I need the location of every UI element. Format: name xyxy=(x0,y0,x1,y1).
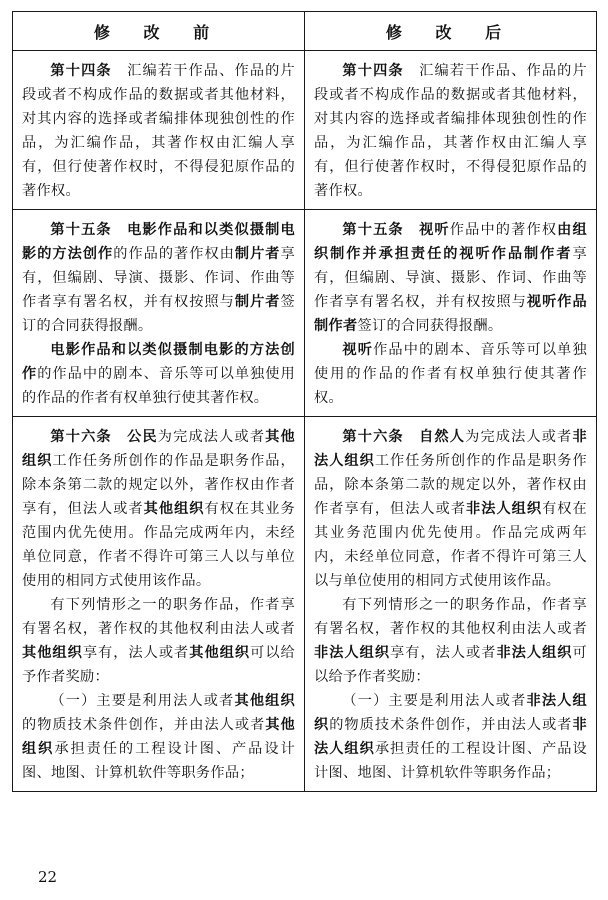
table-row xyxy=(13,210,597,417)
bold-text: 第十四条 xyxy=(50,63,112,79)
text-run: 有权在其业务范围内优先使用。作品完成两年内，未经单位同意，作者不得许可第三人以与单位使用的相同方式使用该作品。 xyxy=(22,501,295,589)
bold-text: 第十六条 公民 xyxy=(50,429,158,445)
text-run: 签订的合同获得报酬。 xyxy=(357,318,503,334)
paragraph xyxy=(314,689,587,785)
bold-text: 制片者 xyxy=(234,294,281,310)
text-run: 享有，但编剧、导演、摄影、作词、作曲等作者享有署名权，并有权按照与 xyxy=(22,246,295,310)
cell-before xyxy=(13,417,305,792)
text-run: 有权在其业务范围内优先使用。作品完成两年内，未经单位同意，作者不得许可第三人以与单位使用的相同方式使用该作品。 xyxy=(314,501,587,589)
text-run: 可以给予作者奖励： xyxy=(314,645,587,685)
bold-text: 视听作品制作者 xyxy=(314,294,587,334)
bold-text: 第十五条 视听 xyxy=(342,222,450,238)
text-run: 签订的合同获得报酬。 xyxy=(22,294,296,334)
paragraph xyxy=(314,593,587,689)
cell-before xyxy=(13,210,305,417)
text-run: （一）主要是利用法人或者 xyxy=(50,693,235,709)
bold-text: 第十六条 自然人 xyxy=(342,429,466,445)
paragraph xyxy=(22,689,295,785)
bold-text: 其他组织 xyxy=(22,429,295,469)
page-number: 22 xyxy=(38,868,58,886)
paragraph xyxy=(22,338,295,410)
text-run: 有下列情形之一的职务作品，作者享有署名权，著作权的其他权利由法人或者 xyxy=(22,597,295,637)
text-run: 汇编若干作品、作品的片段或者不构成作品的数据或者其他材料，对其内容的选择或者编排体现独创性的作品，为汇编作品，其著作权由汇编人享有，但行使著作权时，不得侵犯原作品的著作权。 xyxy=(22,63,296,199)
text-run: 工作任务所创作的作品是职务作品，除本条第二款的规定以外，著作权由作者享有，但法人或者 xyxy=(314,453,587,517)
header-after: 修 改 后 xyxy=(305,12,597,51)
bold-text: 非法人组织 xyxy=(466,501,543,517)
text-run: 可以给予作者奖励： xyxy=(22,645,296,685)
text-run: 承担责任的工程设计图、产品设计图、地图、计算机软件等职务作品； xyxy=(314,741,587,781)
bold-text: 其他组织 xyxy=(22,645,83,661)
bold-text: 第十五条 电影作品和以类似摄制电影的方法创作 xyxy=(22,222,295,262)
bold-text: 由组织制作并承担责任的视听作品制作者 xyxy=(314,222,587,262)
table-row xyxy=(13,417,597,792)
bold-text: 制片者 xyxy=(234,246,281,262)
cell-after xyxy=(305,417,597,792)
text-run: 作品中的著作权 xyxy=(449,222,558,238)
text-run: （一）主要是利用法人或者 xyxy=(342,693,527,709)
cell-after xyxy=(305,210,597,417)
bold-text: 非法人组织 xyxy=(314,693,587,733)
text-run: 的作品中的剧本、音乐等可以单独使用的作品的作者有权单独行使其著作权。 xyxy=(22,366,295,406)
bold-text: 第十四条 xyxy=(342,63,404,79)
bold-text: 非法人组织 xyxy=(496,645,573,661)
text-run: 作品中的剧本、音乐等可以单独使用的作品的作者有权单独行使其著作权。 xyxy=(314,342,587,406)
bold-text: 其他组织 xyxy=(189,645,251,661)
bold-text: 其他组织 xyxy=(143,501,205,517)
paragraph xyxy=(22,425,295,593)
text-run: 的物质技术条件创作，并由法人或者 xyxy=(22,717,266,733)
text-run: 的作品的著作权由 xyxy=(113,246,235,262)
bold-text: 非法人组织 xyxy=(314,645,391,661)
paragraph xyxy=(22,218,295,338)
cell-after xyxy=(305,51,597,210)
paragraph xyxy=(314,425,587,593)
text-run: 为完成法人或者 xyxy=(465,429,573,445)
table-header-row xyxy=(13,12,597,51)
text-run: 享有，法人或者 xyxy=(82,645,190,661)
text-run: 享有，法人或者 xyxy=(390,645,497,661)
bold-text: 非法人组织 xyxy=(314,429,587,469)
header-before: 修 改 前 xyxy=(13,12,305,51)
text-run: 有下列情形之一的职务作品，作者享有署名权，著作权的其他权利由法人或者 xyxy=(314,597,587,637)
bold-text: 非法人组织 xyxy=(314,717,587,757)
comparison-table xyxy=(12,11,597,792)
paragraph xyxy=(314,338,587,410)
text-run: 工作任务所创作的作品是职务作品，除本条第二款的规定以外，著作权由作者享有，但法人或者 xyxy=(22,453,295,517)
text-run: 承担责任的工程设计图、产品设计图、地图、计算机软件等职务作品； xyxy=(22,741,295,781)
text-run: 为完成法人或者 xyxy=(157,429,266,445)
paragraph xyxy=(22,593,295,689)
table-row xyxy=(13,51,597,210)
paragraph xyxy=(314,59,587,203)
paragraph xyxy=(22,59,295,203)
bold-text: 电影作品和以类似摄制电影的方法创作 xyxy=(22,342,295,382)
text-run: 的物质技术条件创作，并由法人或者 xyxy=(329,717,573,733)
cell-before xyxy=(13,51,305,210)
text-run: 汇编若干作品、作品的片段或者不构成作品的数据或者其他材料，对其内容的选择或者编排体现独创性的作品，为汇编作品，其著作权由汇编人享有，但行使著作权时，不得侵犯原作品的著作权。 xyxy=(314,63,588,199)
paragraph xyxy=(314,218,587,338)
bold-text: 其他组织 xyxy=(22,717,295,757)
bold-text: 视听 xyxy=(342,342,374,358)
text-run: 享有，但编剧、导演、摄影、作词、作曲等作者享有署名权，并有权按照与 xyxy=(314,246,587,310)
bold-text: 其他组织 xyxy=(234,693,295,709)
